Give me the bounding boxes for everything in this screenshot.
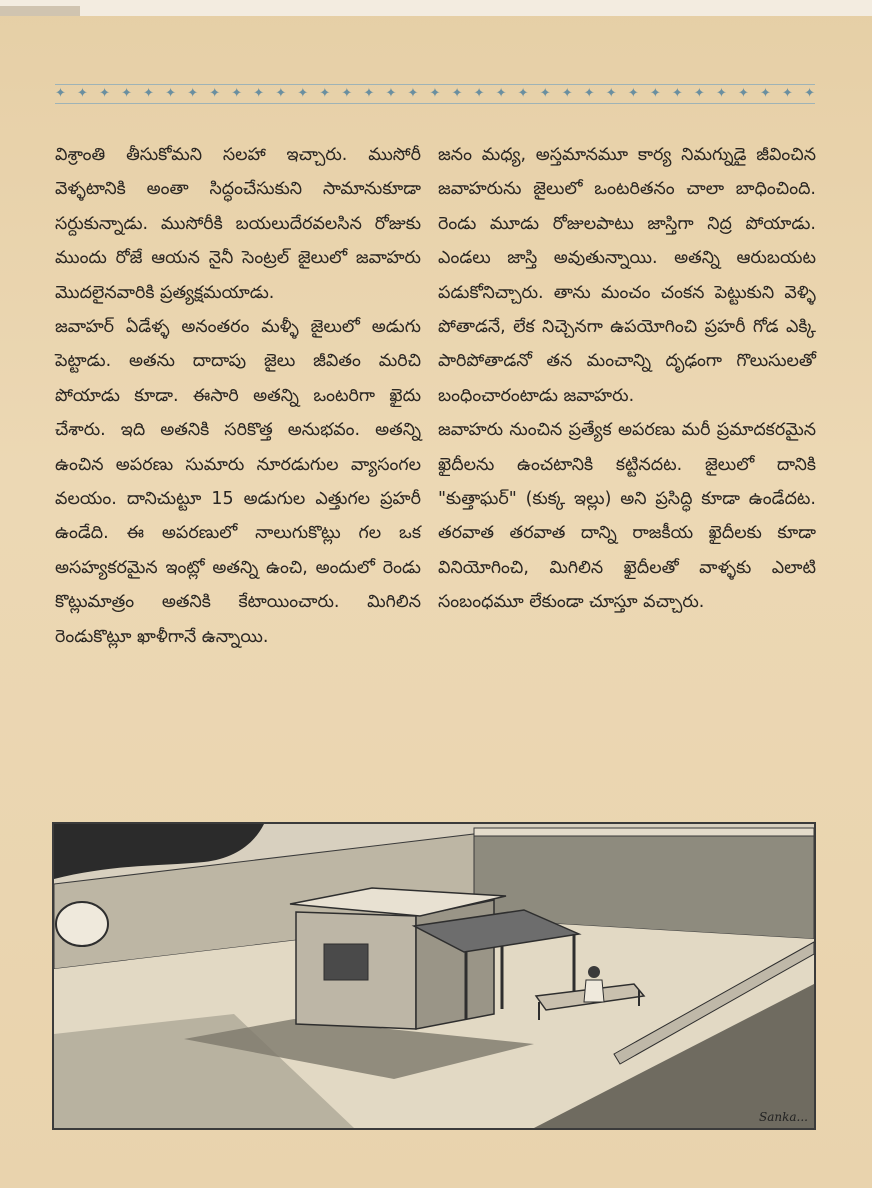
page-top-edge: [0, 0, 872, 16]
illustration-drawing: [54, 824, 814, 1128]
figure-head: [588, 966, 600, 978]
prison-yard-illustration: [52, 822, 816, 1130]
house-window: [324, 944, 368, 980]
left-paragraph-1: విశ్రాంతి తీసుకోమని సలహా ఇచ్చారు. ముసోరీ వెళ్ళటానికి అంతా సిద్ధంచేసుకుని సామానుకూడా సర్దుకున్నాడు. ముసోరీకి బయలుదేరవలసిన రోజుకు ముందు రోజే ఆయన నైనీ సెంట్రల్ జైలులో జవాహరు మొదలైనవారికి ప్రత్యక్షమయాడు.: [55, 145, 421, 303]
left-column: [55, 138, 421, 654]
right-column: [438, 138, 816, 620]
right-paragraph-1: జనం మధ్య, అస్తమానమూ కార్య నిమగ్నుడై జీవించిన జవాహరును జైలులో ఒంటరితనం చాలా బాధించింది. రెండు మూడు రోజులపాటు జాస్తిగా నిద్ర పోయాడు. ఎండలు జాస్తి అవుతున్నాయి. అతన్ని ఆరుబయట పడుకోనిచ్చారు. తాను మంచం చంకన పెట్టుకుని వెళ్ళి పోతాడనే, లేక నిచ్చెనగా ఉపయోగించి ప్రహరీ గోడ ఎక్కి పారిపోతాడనో తన మంచాన్ని దృఢంగా గొలుసులతో బంధించారంటాడు జవాహరు.: [438, 145, 816, 406]
figure-body: [584, 980, 604, 1002]
left-paragraph-2: జవాహర్ ఏడేళ్ళ అనంతరం మళ్ళీ జైలులో అడుగు పెట్టాడు. అతను దాదాపు జైలు జీవితం మరిచి పోయాడు కూడా. ఈసారి అతన్ని ఒంటరిగా ఖైదు చేశారు. ఇది అతనికి సరికొత్త అనుభవం. అతన్ని ఉంచిన అపరణు సుమారు నూరడుగుల వ్యాసంగల వలయం. దానిచుట్టూ 15 అడుగుల ఎత్తుగల ప్రహరీ ఉండేది. ఈ అపరణులో నాలుగుకొట్లు గల ఒక అసహ్యకరమైన ఇంట్లో అతన్ని ఉంచి, అందులో రెండు కొట్లుమాత్రం అతనికి కేటాయించారు. మిగిలిన రెండుకొట్లూ ఖాళీగానే ఉన్నాయి.: [55, 317, 421, 647]
decorative-border: ✦ ✦ ✦ ✦ ✦ ✦ ✦ ✦ ✦ ✦ ✦ ✦ ✦ ✦ ✦ ✦ ✦ ✦ ✦ ✦ ✦ ✦ ✦ ✦ ✦ ✦ ✦ ✦ ✦ ✦ ✦ ✦ ✦ ✦ ✦: [55, 84, 815, 104]
right-paragraph-2: జవాహరు నుంచిన ప్రత్యేక అపరణు మరీ ప్రమాదకరమైన ఖైదీలను ఉంచటానికి కట్టినదట. జైలులో దానికి "కుత్తాఘర్" (కుక్క ఇల్లు) అని ప్రసిద్ధి కూడా ఉండేదట. తరవాత తరవాత దాన్ని రాజకీయ ఖైదీలకు కూడా వినియోగించి, మిగిలిన ఖైదీలతో వాళ్ళకు ఎలాటి సంబంధమూ లేకుండా చూస్తూ వచ్చారు.: [438, 420, 816, 613]
artist-signature: Sanka...: [759, 1110, 808, 1124]
